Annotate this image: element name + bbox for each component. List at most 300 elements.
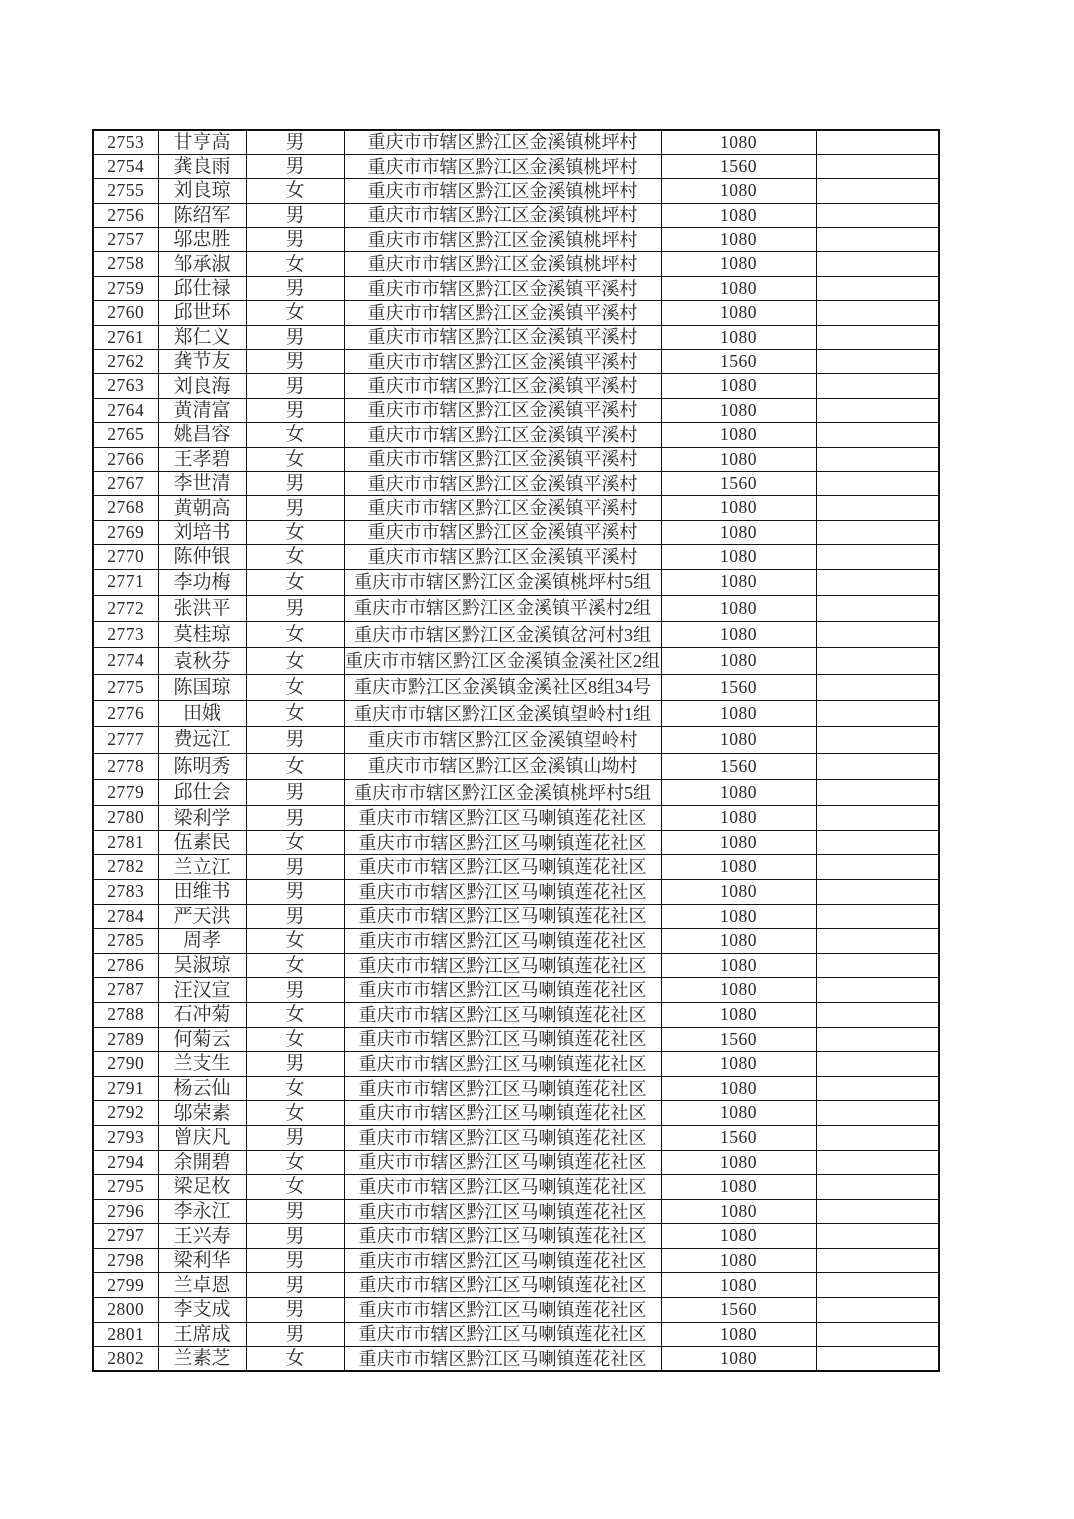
table-row <box>93 545 939 569</box>
cell-note <box>816 1101 939 1126</box>
cell-amount: 1080 <box>661 447 816 471</box>
cell-name: 兰卓恩 <box>158 1273 246 1298</box>
cell-address: 重庆市市辖区黔江区马喇镇莲花社区 <box>344 1027 661 1052</box>
cell-amount: 1080 <box>661 1101 816 1126</box>
cell-seq: 2757 <box>93 228 158 252</box>
cell-address: 重庆市市辖区黔江区金溪镇桃坪村 <box>344 228 661 252</box>
table-row <box>93 855 939 880</box>
cell-note <box>816 1150 939 1175</box>
cell-note <box>816 203 939 227</box>
cell-name: 李功梅 <box>158 569 246 595</box>
table-row <box>93 879 939 904</box>
cell-note <box>816 228 939 252</box>
cell-name: 邱仕禄 <box>158 276 246 300</box>
cell-name: 李永江 <box>158 1199 246 1224</box>
cell-seq: 2792 <box>93 1101 158 1126</box>
cell-note <box>816 1027 939 1052</box>
table-row <box>93 830 939 855</box>
table-row <box>93 1199 939 1224</box>
table-row <box>93 929 939 954</box>
cell-amount: 1080 <box>661 301 816 325</box>
cell-address: 重庆市市辖区黔江区马喇镇莲花社区 <box>344 1101 661 1126</box>
cell-name: 伍素民 <box>158 830 246 855</box>
cell-gender: 男 <box>246 374 344 398</box>
cell-note <box>816 154 939 178</box>
cell-gender: 女 <box>246 830 344 855</box>
cell-gender: 女 <box>246 929 344 954</box>
cell-address: 重庆市市辖区黔江区金溪镇岔河村3组 <box>344 622 661 648</box>
cell-name: 何菊云 <box>158 1027 246 1052</box>
cell-seq: 2761 <box>93 325 158 349</box>
cell-gender: 女 <box>246 447 344 471</box>
cell-seq: 2756 <box>93 203 158 227</box>
table-row <box>93 1298 939 1323</box>
cell-amount: 1080 <box>661 648 816 674</box>
cell-address: 重庆市市辖区黔江区马喇镇莲花社区 <box>344 879 661 904</box>
cell-address: 重庆市市辖区黔江区金溪镇平溪村 <box>344 447 661 471</box>
cell-address: 重庆市市辖区黔江区金溪镇平溪村 <box>344 276 661 300</box>
cell-seq: 2798 <box>93 1248 158 1273</box>
table-row <box>93 203 939 227</box>
cell-address: 重庆市市辖区黔江区金溪镇平溪村 <box>344 350 661 374</box>
cell-gender: 男 <box>246 1298 344 1323</box>
cell-note <box>816 779 939 805</box>
cell-address: 重庆市市辖区黔江区金溪镇平溪村 <box>344 301 661 325</box>
cell-amount: 1080 <box>661 374 816 398</box>
table-row <box>93 1347 939 1372</box>
cell-name: 王席成 <box>158 1322 246 1347</box>
cell-gender: 男 <box>246 1199 344 1224</box>
cell-seq: 2796 <box>93 1199 158 1224</box>
cell-seq: 2755 <box>93 179 158 203</box>
cell-name: 刘良海 <box>158 374 246 398</box>
cell-name: 甘亨高 <box>158 130 246 154</box>
cell-note <box>816 545 939 569</box>
cell-seq: 2789 <box>93 1027 158 1052</box>
table-row <box>93 622 939 648</box>
cell-name: 兰支生 <box>158 1052 246 1077</box>
cell-gender: 女 <box>246 1101 344 1126</box>
cell-address: 重庆市市辖区黔江区马喇镇莲花社区 <box>344 1076 661 1101</box>
cell-seq: 2787 <box>93 978 158 1003</box>
cell-gender: 男 <box>246 1248 344 1273</box>
cell-seq: 2794 <box>93 1150 158 1175</box>
cell-address: 重庆市市辖区黔江区马喇镇莲花社区 <box>344 830 661 855</box>
cell-address: 重庆市市辖区黔江区金溪镇望岭村 <box>344 727 661 753</box>
cell-name: 王孝碧 <box>158 447 246 471</box>
table-row <box>93 301 939 325</box>
cell-seq: 2775 <box>93 674 158 700</box>
cell-note <box>816 929 939 954</box>
cell-amount: 1080 <box>661 276 816 300</box>
cell-amount: 1080 <box>661 806 816 831</box>
cell-gender: 女 <box>246 622 344 648</box>
cell-address: 重庆市市辖区黔江区金溪镇金溪社区2组 <box>344 648 661 674</box>
cell-name: 邹承淑 <box>158 252 246 276</box>
table-row <box>93 276 939 300</box>
cell-seq: 2802 <box>93 1347 158 1372</box>
cell-note <box>816 569 939 595</box>
cell-amount: 1080 <box>661 496 816 520</box>
cell-seq: 2767 <box>93 471 158 495</box>
cell-name: 邬忠胜 <box>158 228 246 252</box>
cell-name: 刘培书 <box>158 520 246 544</box>
cell-amount: 1080 <box>661 1224 816 1249</box>
cell-note <box>816 471 939 495</box>
cell-address: 重庆市市辖区黔江区金溪镇山坳村 <box>344 753 661 779</box>
table-row <box>93 374 939 398</box>
cell-address: 重庆市市辖区黔江区金溪镇平溪村 <box>344 520 661 544</box>
cell-name: 张洪平 <box>158 595 246 621</box>
cell-amount: 1080 <box>661 130 816 154</box>
cell-amount: 1080 <box>661 203 816 227</box>
cell-address: 重庆市市辖区黔江区金溪镇望岭村1组 <box>344 701 661 727</box>
table-row <box>93 1248 939 1273</box>
cell-name: 田维书 <box>158 879 246 904</box>
cell-seq: 2778 <box>93 753 158 779</box>
cell-gender: 男 <box>246 904 344 929</box>
cell-address: 重庆市市辖区黔江区金溪镇平溪村 <box>344 398 661 422</box>
cell-address: 重庆市市辖区黔江区金溪镇桃坪村 <box>344 203 661 227</box>
cell-gender: 男 <box>246 398 344 422</box>
table-row <box>93 701 939 727</box>
cell-name: 李支成 <box>158 1298 246 1323</box>
cell-amount: 1080 <box>661 398 816 422</box>
cell-note <box>816 1224 939 1249</box>
cell-name: 杨云仙 <box>158 1076 246 1101</box>
table-row <box>93 130 939 154</box>
cell-seq: 2779 <box>93 779 158 805</box>
cell-amount: 1560 <box>661 1298 816 1323</box>
table-row <box>93 471 939 495</box>
cell-name: 陈明秀 <box>158 753 246 779</box>
cell-address: 重庆市市辖区黔江区金溪镇平溪村2组 <box>344 595 661 621</box>
cell-note <box>816 179 939 203</box>
cell-note <box>816 1248 939 1273</box>
table-row <box>93 953 939 978</box>
cell-address: 重庆市市辖区黔江区马喇镇莲花社区 <box>344 806 661 831</box>
cell-note <box>816 648 939 674</box>
cell-note <box>816 1175 939 1200</box>
cell-amount: 1080 <box>661 569 816 595</box>
cell-note <box>816 701 939 727</box>
cell-amount: 1080 <box>661 1175 816 1200</box>
cell-amount: 1080 <box>661 228 816 252</box>
cell-name: 陈国琼 <box>158 674 246 700</box>
cell-note <box>816 855 939 880</box>
cell-gender: 男 <box>246 855 344 880</box>
table-row <box>93 350 939 374</box>
cell-note <box>816 1125 939 1150</box>
table-row <box>93 252 939 276</box>
cell-gender: 女 <box>246 1175 344 1200</box>
cell-gender: 女 <box>246 1150 344 1175</box>
table-row <box>93 569 939 595</box>
cell-address: 重庆市市辖区黔江区马喇镇莲花社区 <box>344 1175 661 1200</box>
cell-gender: 女 <box>246 520 344 544</box>
cell-gender: 女 <box>246 423 344 447</box>
cell-address: 重庆市市辖区黔江区金溪镇桃坪村 <box>344 130 661 154</box>
cell-note <box>816 1002 939 1027</box>
cell-address: 重庆市市辖区黔江区马喇镇莲花社区 <box>344 1224 661 1249</box>
cell-address: 重庆市市辖区黔江区金溪镇平溪村 <box>344 496 661 520</box>
cell-gender: 男 <box>246 350 344 374</box>
cell-name: 黄朝高 <box>158 496 246 520</box>
cell-gender: 男 <box>246 276 344 300</box>
cell-amount: 1080 <box>661 423 816 447</box>
cell-address: 重庆市市辖区黔江区马喇镇莲花社区 <box>344 855 661 880</box>
cell-name: 严天洪 <box>158 904 246 929</box>
cell-note <box>816 674 939 700</box>
cell-note <box>816 1273 939 1298</box>
cell-seq: 2788 <box>93 1002 158 1027</box>
cell-note <box>816 978 939 1003</box>
table-row <box>93 1273 939 1298</box>
cell-gender: 女 <box>246 1002 344 1027</box>
table-row <box>93 1101 939 1126</box>
cell-amount: 1080 <box>661 1347 816 1372</box>
cell-note <box>816 325 939 349</box>
cell-seq: 2768 <box>93 496 158 520</box>
cell-address: 重庆市市辖区黔江区马喇镇莲花社区 <box>344 1052 661 1077</box>
cell-address: 重庆市市辖区黔江区马喇镇莲花社区 <box>344 1273 661 1298</box>
cell-amount: 1080 <box>661 1076 816 1101</box>
cell-gender: 男 <box>246 1273 344 1298</box>
cell-seq: 2758 <box>93 252 158 276</box>
cell-note <box>816 496 939 520</box>
cell-address: 重庆市市辖区黔江区金溪镇桃坪村5组 <box>344 779 661 805</box>
cell-seq: 2753 <box>93 130 158 154</box>
cell-amount: 1080 <box>661 727 816 753</box>
cell-seq: 2777 <box>93 727 158 753</box>
table-row <box>93 398 939 422</box>
cell-seq: 2780 <box>93 806 158 831</box>
cell-amount: 1080 <box>661 252 816 276</box>
cell-gender: 男 <box>246 203 344 227</box>
cell-gender: 女 <box>246 545 344 569</box>
cell-name: 陈绍军 <box>158 203 246 227</box>
cell-name: 郑仁义 <box>158 325 246 349</box>
cell-amount: 1080 <box>661 622 816 648</box>
cell-name: 邱仕会 <box>158 779 246 805</box>
cell-name: 龚节友 <box>158 350 246 374</box>
table-row <box>93 753 939 779</box>
cell-name: 刘良琼 <box>158 179 246 203</box>
cell-address: 重庆市市辖区黔江区马喇镇莲花社区 <box>344 1298 661 1323</box>
cell-amount: 1080 <box>661 779 816 805</box>
cell-amount: 1080 <box>661 1248 816 1273</box>
cell-address: 重庆市市辖区黔江区马喇镇莲花社区 <box>344 1199 661 1224</box>
table-row <box>93 325 939 349</box>
cell-note <box>816 595 939 621</box>
cell-note <box>816 1199 939 1224</box>
cell-amount: 1080 <box>661 545 816 569</box>
cell-seq: 2763 <box>93 374 158 398</box>
table-row <box>93 595 939 621</box>
cell-seq: 2770 <box>93 545 158 569</box>
cell-gender: 男 <box>246 879 344 904</box>
cell-address: 重庆市市辖区黔江区金溪镇平溪村 <box>344 325 661 349</box>
cell-seq: 2766 <box>93 447 158 471</box>
cell-seq: 2769 <box>93 520 158 544</box>
cell-gender: 男 <box>246 1224 344 1249</box>
cell-amount: 1080 <box>661 1273 816 1298</box>
cell-name: 邱世环 <box>158 301 246 325</box>
cell-seq: 2783 <box>93 879 158 904</box>
cell-seq: 2801 <box>93 1322 158 1347</box>
cell-address: 重庆市市辖区黔江区马喇镇莲花社区 <box>344 1125 661 1150</box>
cell-note <box>816 879 939 904</box>
cell-note <box>816 1322 939 1347</box>
cell-note <box>816 622 939 648</box>
cell-gender: 男 <box>246 806 344 831</box>
table-row <box>93 978 939 1003</box>
cell-gender: 女 <box>246 648 344 674</box>
cell-name: 汪汉宣 <box>158 978 246 1003</box>
cell-name: 兰素芝 <box>158 1347 246 1372</box>
table-row <box>93 1150 939 1175</box>
cell-name: 田娥 <box>158 701 246 727</box>
cell-gender: 女 <box>246 1347 344 1372</box>
cell-seq: 2800 <box>93 1298 158 1323</box>
cell-address: 重庆市市辖区黔江区马喇镇莲花社区 <box>344 929 661 954</box>
cell-name: 石冲菊 <box>158 1002 246 1027</box>
table-row <box>93 1125 939 1150</box>
cell-seq: 2795 <box>93 1175 158 1200</box>
cell-seq: 2765 <box>93 423 158 447</box>
cell-note <box>816 276 939 300</box>
cell-gender: 女 <box>246 674 344 700</box>
cell-name: 姚昌容 <box>158 423 246 447</box>
cell-seq: 2764 <box>93 398 158 422</box>
cell-seq: 2785 <box>93 929 158 954</box>
cell-note <box>816 130 939 154</box>
cell-note <box>816 398 939 422</box>
cell-address: 重庆市市辖区黔江区马喇镇莲花社区 <box>344 978 661 1003</box>
table-row <box>93 520 939 544</box>
cell-address: 重庆市市辖区黔江区金溪镇平溪村 <box>344 423 661 447</box>
cell-amount: 1080 <box>661 1002 816 1027</box>
cell-note <box>816 374 939 398</box>
cell-note <box>816 904 939 929</box>
cell-note <box>816 727 939 753</box>
table-body <box>93 130 939 1371</box>
cell-seq: 2782 <box>93 855 158 880</box>
table-row <box>93 806 939 831</box>
cell-amount: 1080 <box>661 701 816 727</box>
cell-gender: 女 <box>246 569 344 595</box>
cell-amount: 1560 <box>661 1125 816 1150</box>
cell-note <box>816 301 939 325</box>
cell-name: 兰立江 <box>158 855 246 880</box>
cell-note <box>816 953 939 978</box>
cell-address: 重庆市黔江区金溪镇金溪社区8组34号 <box>344 674 661 700</box>
cell-note <box>816 447 939 471</box>
table-row <box>93 1002 939 1027</box>
cell-address: 重庆市市辖区黔江区马喇镇莲花社区 <box>344 1150 661 1175</box>
cell-seq: 2781 <box>93 830 158 855</box>
cell-amount: 1080 <box>661 879 816 904</box>
cell-amount: 1080 <box>661 520 816 544</box>
cell-name: 梁足枚 <box>158 1175 246 1200</box>
cell-seq: 2773 <box>93 622 158 648</box>
cell-note <box>816 753 939 779</box>
cell-gender: 男 <box>246 1125 344 1150</box>
cell-note <box>816 350 939 374</box>
cell-seq: 2774 <box>93 648 158 674</box>
cell-gender: 男 <box>246 154 344 178</box>
cell-note <box>816 830 939 855</box>
cell-gender: 男 <box>246 130 344 154</box>
cell-seq: 2786 <box>93 953 158 978</box>
cell-gender: 男 <box>246 1322 344 1347</box>
cell-amount: 1080 <box>661 1052 816 1077</box>
table-row <box>93 1175 939 1200</box>
table-row <box>93 179 939 203</box>
cell-amount: 1080 <box>661 929 816 954</box>
cell-note <box>816 520 939 544</box>
cell-name: 余開碧 <box>158 1150 246 1175</box>
table-row <box>93 1027 939 1052</box>
cell-gender: 女 <box>246 252 344 276</box>
cell-address: 重庆市市辖区黔江区马喇镇莲花社区 <box>344 1347 661 1372</box>
cell-address: 重庆市市辖区黔江区金溪镇桃坪村 <box>344 179 661 203</box>
cell-amount: 1560 <box>661 1027 816 1052</box>
cell-note <box>816 1347 939 1372</box>
cell-amount: 1080 <box>661 978 816 1003</box>
cell-amount: 1080 <box>661 953 816 978</box>
cell-amount: 1080 <box>661 830 816 855</box>
cell-gender: 男 <box>246 496 344 520</box>
cell-address: 重庆市市辖区黔江区金溪镇平溪村 <box>344 374 661 398</box>
cell-amount: 1080 <box>661 179 816 203</box>
cell-seq: 2772 <box>93 595 158 621</box>
table-row <box>93 496 939 520</box>
cell-name: 黄清富 <box>158 398 246 422</box>
cell-seq: 2776 <box>93 701 158 727</box>
cell-address: 重庆市市辖区黔江区金溪镇桃坪村5组 <box>344 569 661 595</box>
cell-name: 曾庆凡 <box>158 1125 246 1150</box>
cell-note <box>816 1052 939 1077</box>
cell-address: 重庆市市辖区黔江区金溪镇平溪村 <box>344 545 661 569</box>
cell-gender: 男 <box>246 471 344 495</box>
table-row <box>93 1076 939 1101</box>
cell-note <box>816 1298 939 1323</box>
cell-gender: 男 <box>246 228 344 252</box>
cell-amount: 1560 <box>661 350 816 374</box>
cell-amount: 1560 <box>661 471 816 495</box>
cell-name: 费远江 <box>158 727 246 753</box>
cell-seq: 2762 <box>93 350 158 374</box>
cell-name: 龚良雨 <box>158 154 246 178</box>
cell-address: 重庆市市辖区黔江区金溪镇桃坪村 <box>344 252 661 276</box>
cell-gender: 女 <box>246 701 344 727</box>
cell-gender: 男 <box>246 325 344 349</box>
cell-amount: 1080 <box>661 1150 816 1175</box>
cell-seq: 2790 <box>93 1052 158 1077</box>
cell-address: 重庆市市辖区黔江区马喇镇莲花社区 <box>344 953 661 978</box>
cell-seq: 2791 <box>93 1076 158 1101</box>
table-row <box>93 423 939 447</box>
cell-seq: 2793 <box>93 1125 158 1150</box>
cell-amount: 1080 <box>661 325 816 349</box>
cell-gender: 女 <box>246 1027 344 1052</box>
cell-seq: 2771 <box>93 569 158 595</box>
table-row <box>93 727 939 753</box>
cell-gender: 男 <box>246 727 344 753</box>
table-row <box>93 1052 939 1077</box>
table-row <box>93 1322 939 1347</box>
